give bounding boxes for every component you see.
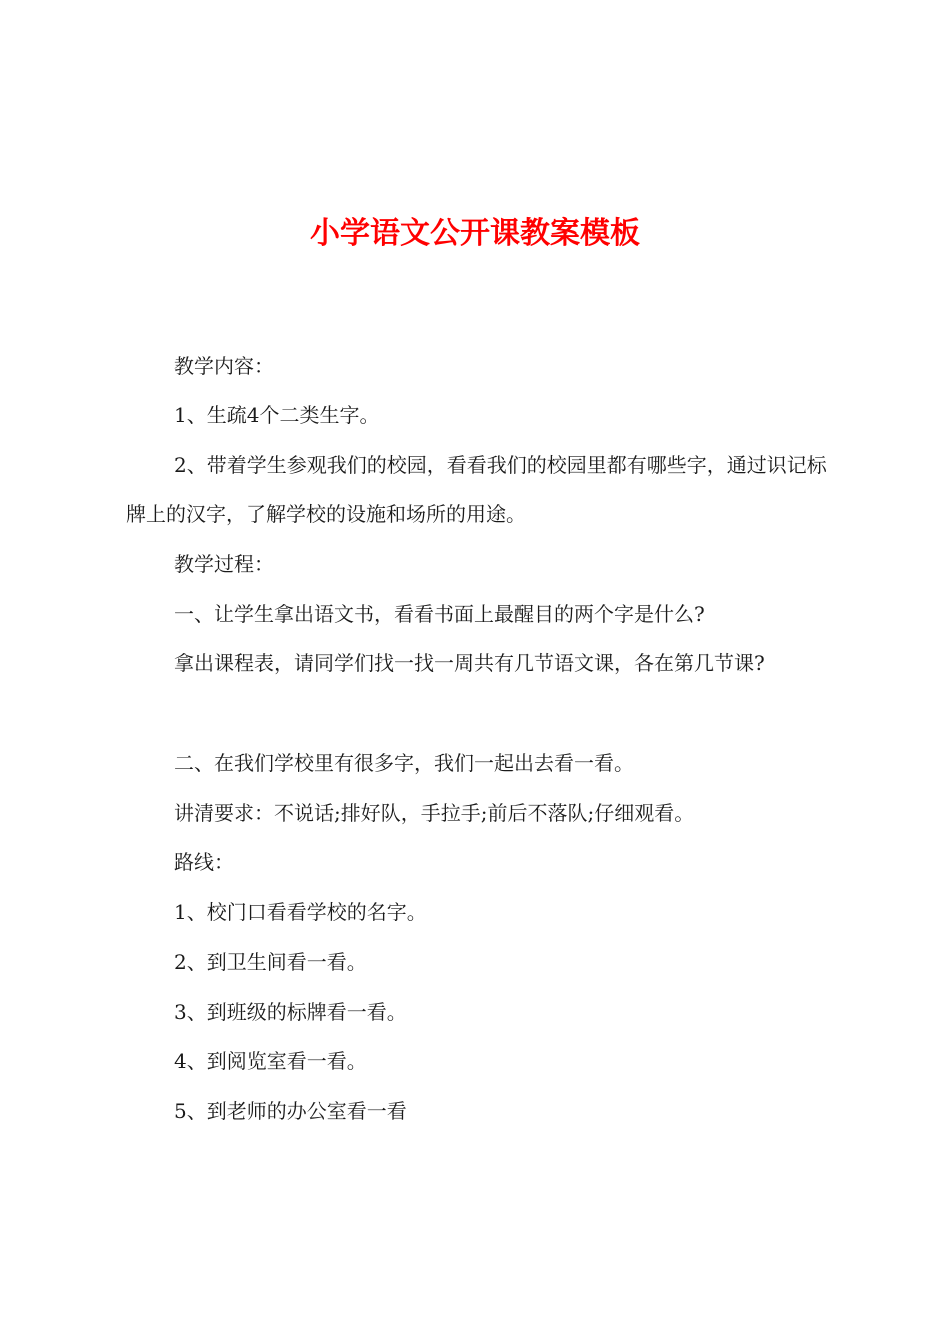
paragraph-step-two: 二、在我们学校里有很多字，我们一起出去看一看。 <box>174 751 634 775</box>
route-item-2: 2、到卫生间看一看。 <box>174 950 367 974</box>
document-title: 小学语文公开课教案模板 <box>310 216 640 251</box>
paragraph-route-heading: 路线： <box>174 850 234 874</box>
route-item-4: 4、到阅览室看一看。 <box>174 1049 367 1073</box>
paragraph-schedule: 拿出课程表，请同学们找一找一周共有几节语文课，各在第几节课? <box>174 651 765 675</box>
paragraph-requirements: 讲清要求：不说话;排好队，手拉手;前后不落队;仔细观看。 <box>174 801 695 825</box>
paragraph-item-2: 2、带着学生参观我们的校园，看看我们的校园里都有哪些字，通过识记标牌上的汉字，了解学校的设施和场所的用途。 <box>126 453 827 526</box>
paragraph-step-one: 一、让学生拿出语文书，看看书面上最醒目的两个字是什么? <box>174 602 705 626</box>
route-item-1: 1、校门口看看学校的名字。 <box>174 900 427 924</box>
paragraph-process-heading: 教学过程： <box>174 552 274 576</box>
route-item-3: 3、到班级的标牌看一看。 <box>174 1000 407 1024</box>
route-item-5: 5、到老师的办公室看一看 <box>174 1099 407 1123</box>
paragraph-item-1: 1、生疏4个二类生字。 <box>174 403 380 427</box>
paragraph-teaching-content-heading: 教学内容： <box>174 354 274 378</box>
